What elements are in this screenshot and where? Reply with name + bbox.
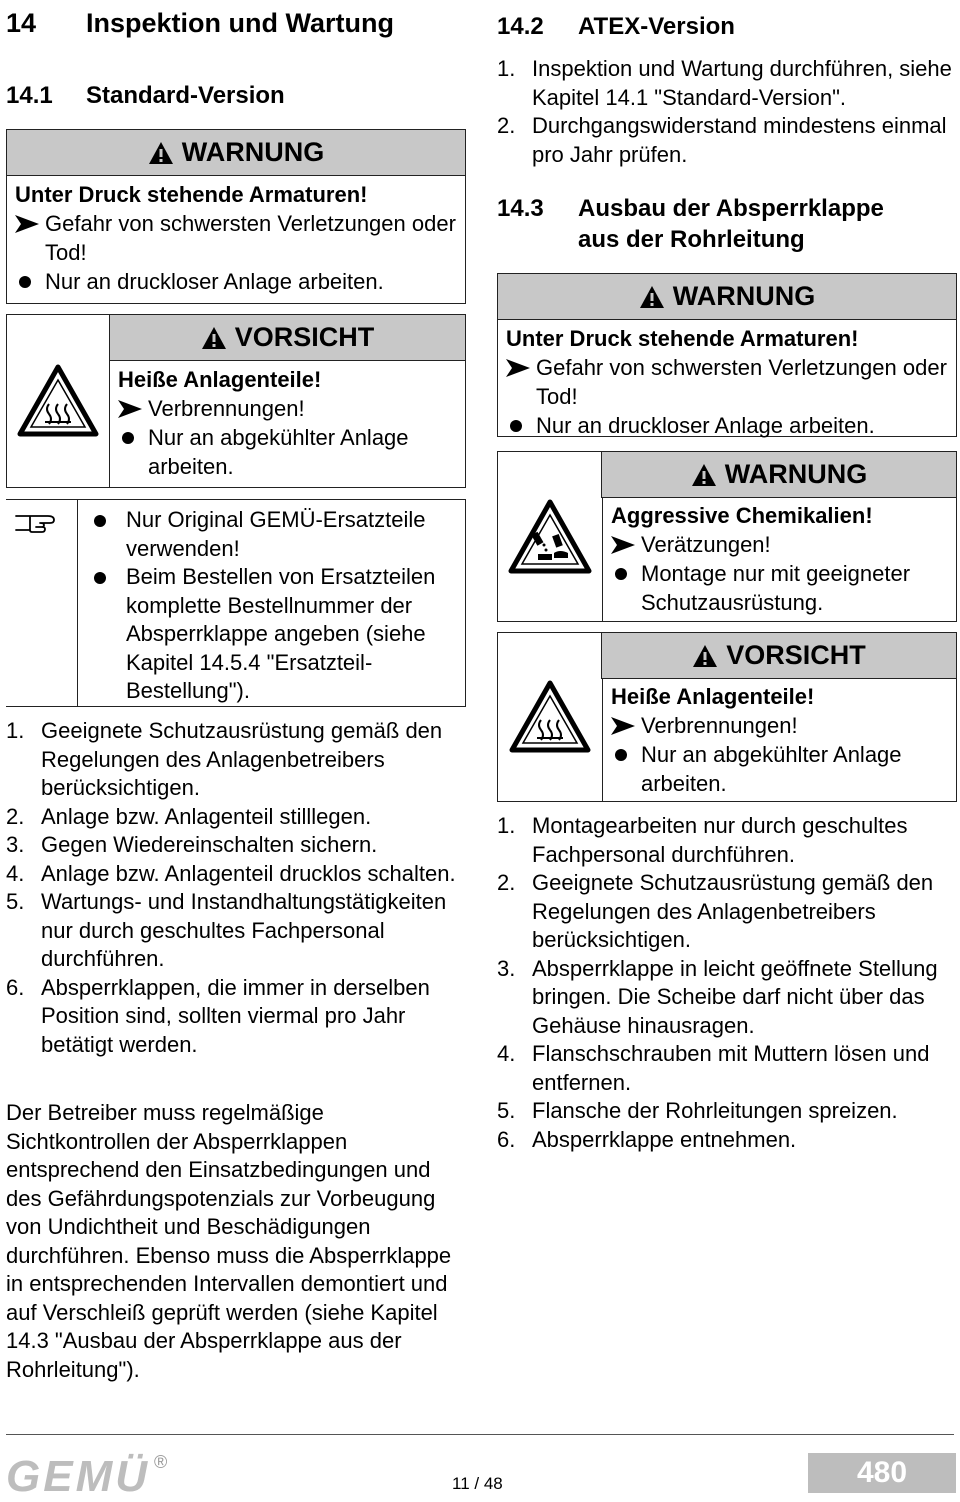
warning-header <box>498 274 956 320</box>
step-number: 6. <box>497 1126 516 1152</box>
warning-label: WARNUNG <box>181 137 325 167</box>
arrow-bullet-icon <box>611 717 635 735</box>
logo-text: GEMÜ <box>6 1452 150 1501</box>
section-title: ATEX-Version <box>578 13 735 40</box>
list-item <box>497 55 957 112</box>
step-number: 3. <box>497 955 516 981</box>
document-number: 480 <box>808 1453 956 1493</box>
section-14-3-heading <box>497 193 957 257</box>
section-title: Inspektion und Wartung <box>86 8 394 38</box>
step-number: 1. <box>6 718 25 743</box>
list-item <box>6 974 466 1060</box>
section-number: 14.3 <box>497 195 544 222</box>
note-item: Beim Bestellen von Ersatzteilen komplette Bestellnummer der Absperrklappe angeben (siehe Kapitel 14.5.4 "Ersatzteil-Bestellung"). <box>90 563 457 706</box>
caution-heading: Heiße Anlagenteile! <box>118 367 322 392</box>
hot-surface-icon <box>509 680 591 754</box>
warning-triangle-icon <box>691 463 717 487</box>
list-item <box>497 1126 957 1155</box>
section-number: 14 <box>6 8 37 38</box>
list-item <box>6 888 466 974</box>
list-item <box>6 831 466 860</box>
warning-triangle-icon <box>639 285 665 309</box>
step-number: 2. <box>6 803 25 829</box>
section-title-line1: Ausbau der Absperrklappe <box>578 195 884 222</box>
list-item <box>497 112 957 169</box>
step-number: 4. <box>6 860 25 886</box>
step-number: 3. <box>6 832 25 857</box>
warning-header <box>601 452 956 498</box>
section-number: 14.1 <box>6 82 53 109</box>
step-text: Gegen Wiedereinschalten sichern. <box>41 832 378 857</box>
section-14-2-heading <box>497 11 957 42</box>
step-number: 5. <box>497 1098 516 1123</box>
warning-measure: Nur an druckloser Anlage arbeiten. <box>45 269 384 294</box>
list-item <box>6 860 466 889</box>
warning-label: WARNUNG <box>672 281 816 311</box>
arrow-bullet-icon <box>611 536 635 554</box>
warning-consequence: Gefahr von schwersten Verletzungen oder Tod! <box>45 211 456 265</box>
step-number: 6. <box>6 974 25 1000</box>
section-number: 14.2 <box>497 13 544 40</box>
page-number: 11 / 48 <box>452 1474 503 1493</box>
footer-divider <box>6 1434 954 1435</box>
step-text: Durchgangswiderstand mindestens einmal pro Jahr prüfen. <box>532 113 947 167</box>
caution-measure: Nur an abgekühlter Anlage arbeiten. <box>641 742 902 796</box>
step-number: 4. <box>497 1041 516 1066</box>
note-box <box>6 499 466 707</box>
note-hand-cell <box>6 500 78 706</box>
step-text: Absperrklappen, die immer in derselben Position sind, sollten viermal pro Jahr betätigt werden. <box>41 974 430 1057</box>
warning-box-pressure <box>6 129 466 304</box>
step-text: Absperrklappe entnehmen. <box>532 1126 797 1152</box>
arrow-bullet-icon <box>15 215 39 233</box>
step-text: Absperrklappe in leicht geöffnete Stellung bringen. Die Scheibe darf nicht über das Gehäuse hinausragen. <box>532 955 938 1038</box>
inspection-paragraph: Der Betreiber muss regelmäßige Sichtkontrollen der Absperrklappen entsprechend den Einsatzbedingungen und des Gefährdungspotenzials zur Vorbeugung von Undichtheit und Beschädigungen durchführen. Ebenso muss die Absperrklappe in entsprechenden Intervallen demontiert und auf Verschleiß geprüft werden (siehe Kapitel 14.3 "Ausbau der Absperrklappe aus der Rohrleitung"). <box>6 1100 452 1382</box>
warning-measure: Nur an druckloser Anlage arbeiten. <box>536 413 875 438</box>
step-number: 2. <box>497 113 516 138</box>
caution-heading: Heiße Anlagenteile! <box>611 684 815 709</box>
section-title-line2: aus der Rohrleitung <box>578 226 805 253</box>
arrow-bullet-icon <box>506 359 530 377</box>
step-text: Montagearbeiten nur durch geschultes Fachpersonal durchführen. <box>532 813 908 867</box>
hot-surface-icon <box>17 364 99 438</box>
caution-consequence: Verbrennungen! <box>641 713 798 738</box>
step-number: 2. <box>497 870 516 895</box>
warning-box-pressure-2 <box>497 273 957 437</box>
note-item: Nur Original GEMÜ-Ersatzteile verwenden! <box>90 506 457 563</box>
caution-label: VORSICHT <box>234 322 375 352</box>
caution-box-hot-parts <box>6 314 466 488</box>
pointing-hand-icon <box>14 508 62 534</box>
hot-surface-icon-cell <box>7 315 109 487</box>
step-text: Geeignete Schutzausrüstung gemäß den Regelungen des Anlagenbetreibers berücksichtigen. <box>41 718 443 800</box>
warning-box-chemicals <box>497 451 957 622</box>
warning-triangle-icon <box>201 326 227 350</box>
caution-label: VORSICHT <box>726 640 866 670</box>
step-number: 1. <box>497 813 516 838</box>
warning-header <box>7 130 465 176</box>
warning-heading: Unter Druck stehende Armaturen! <box>506 326 859 351</box>
step-text: Anlage bzw. Anlagenteil stilllegen. <box>41 803 372 829</box>
atex-steps <box>497 55 957 169</box>
list-item <box>497 1097 957 1126</box>
step-text: Flansche der Rohrleitungen spreizen. <box>532 1098 898 1123</box>
caution-measure: Nur an abgekühlter Anlage arbeiten. <box>148 425 409 479</box>
warning-heading: Unter Druck stehende Armaturen! <box>15 182 368 207</box>
section-14-1-heading <box>6 80 466 111</box>
warning-consequence: Verätzungen! <box>641 532 771 557</box>
list-item <box>6 803 466 832</box>
warning-label: WARNUNG <box>724 459 868 489</box>
warning-consequence: Gefahr von schwersten Verletzungen oder Tod! <box>536 355 947 409</box>
caution-box-hot-parts-2 <box>497 632 957 802</box>
step-number: 5. <box>6 889 25 914</box>
corrosive-icon <box>508 499 592 575</box>
list-item <box>497 955 957 1041</box>
registered-mark: ® <box>154 1452 168 1472</box>
list-item <box>497 869 957 955</box>
maintenance-steps <box>6 717 466 1059</box>
section-14-heading <box>6 8 466 39</box>
hot-surface-icon-cell <box>498 633 601 801</box>
list-item <box>497 812 957 869</box>
list-item <box>497 1040 957 1097</box>
section-title: Standard-Version <box>86 82 285 109</box>
step-text: Geeignete Schutzausrüstung gemäß den Regelungen des Anlagenbetreibers berücksichtigen. <box>532 870 934 952</box>
caution-header <box>110 315 465 361</box>
removal-steps <box>497 812 957 1154</box>
step-text: Inspektion und Wartung durchführen, siehe Kapitel 14.1 "Standard-Version". <box>532 56 952 110</box>
arrow-bullet-icon <box>118 400 142 418</box>
corrosive-icon-cell <box>498 452 601 621</box>
step-text: Flanschschrauben mit Muttern lösen und entfernen. <box>532 1041 930 1095</box>
warning-heading: Aggressive Chemikalien! <box>611 503 873 528</box>
step-text: Wartungs- und Instandhaltungstätigkeiten nur durch geschultes Fachpersonal durchführen. <box>41 889 447 971</box>
list-item <box>6 717 466 803</box>
warning-triangle-icon <box>148 141 174 165</box>
caution-header <box>601 633 956 679</box>
warning-triangle-icon <box>692 644 718 668</box>
step-text: Anlage bzw. Anlagenteil drucklos schalten. <box>41 860 456 886</box>
step-number: 1. <box>497 56 516 81</box>
caution-consequence: Verbrennungen! <box>148 396 305 421</box>
warning-measure: Montage nur mit geeigneter Schutzausrüstung. <box>641 561 911 615</box>
